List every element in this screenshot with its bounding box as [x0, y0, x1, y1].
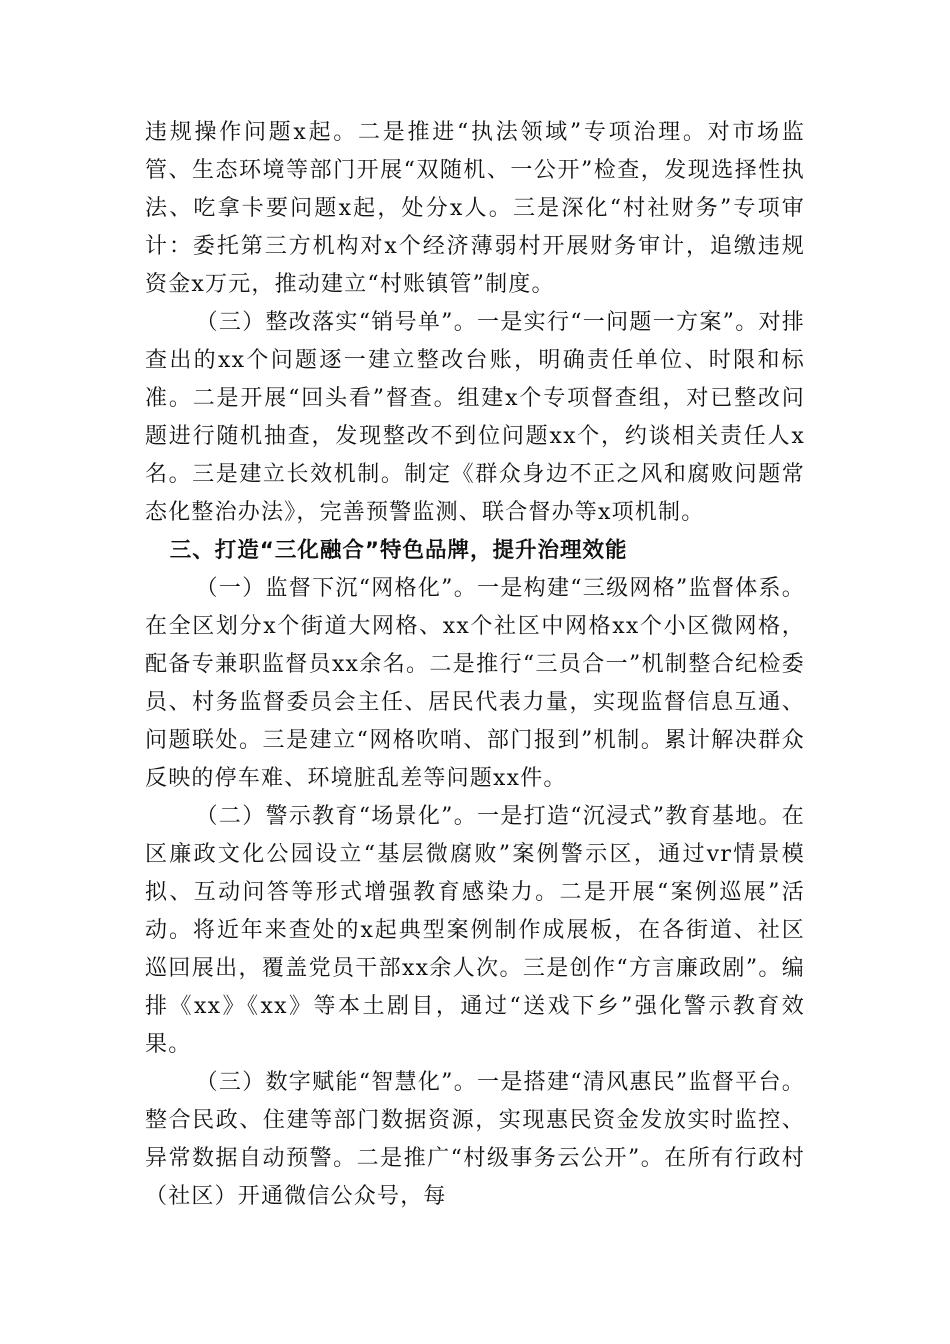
paragraph-rectification: （三）整改落实“销号单”。一是实行“一问题一方案”。对排查出的xx个问题逐一建立整改台账，明确责任单位、时限和标准。二是开展“回头看”督查。组建x个专项督查组，对已整改问题进行随机抽查，发现整改不到位问题xx个，约谈相关责任人x名。三是建立长效机制。制定《群众身边不正之风和腐败问题常态化整治办法》，完善预警监测、联合督办等x项机制。 — [145, 310, 805, 525]
section-heading: 三、打造“三化融合”特色品牌，提升治理效能 — [169, 538, 628, 563]
paragraph-continuation: 违规操作问题x起。二是推进“执法领域”专项治理。对市场监管、生态环境等部门开展“双随机、一公开”检查，发现选择性执法、吃拿卡要问题x起，处分x人。三是深化“村社财务”专项审计：委托第三方机构对x个经济薄弱村开展财务审计，追缴违规资金x万元，推动建立“村账镇管”制度。 — [145, 120, 805, 297]
paragraph-grid-supervision: （一）监督下沉“网格化”。一是构建“三级网格”监督体系。在全区划分x个街道大网格、xx个社区中网格xx个小区微网格，配备专兼职监督员xx余名。二是推行“三员合一”机制整合纪检委员、村务监督委员会主任、居民代表力量，实现监督信息互通、问题联处。三是建立“网格吹哨、部门报到”机制。累计解决群众反映的停车难、环境脏乱差等问题xx件。 — [145, 576, 805, 791]
paragraph-digital-empowerment: （三）数字赋能“智慧化”。一是搭建“清风惠民”监督平台。整合民政、住建等部门数据资源，实现惠民资金发放实时监控、异常数据自动预警。二是推广“村级事务云公开”。在所有行政村（社区）开通微信公众号，每 — [145, 1070, 805, 1209]
document-page — [145, 114, 805, 1216]
paragraph-warning-education: （二）警示教育“场景化”。一是打造“沉浸式”教育基地。在区廉政文化公园设立“基层微腐败”案例警示区，通过vr情景模拟、互动问答等形式增强教育感染力。二是开展“案例巡展”活动。将近年来查处的x起典型案例制作成展板，在各街道、社区巡回展出，覆盖党员干部xx余人次。三是创作“方言廉政剧”。编排《xx》《xx》等本土剧目，通过“送戏下乡”强化警示教育效果。 — [145, 804, 805, 1057]
